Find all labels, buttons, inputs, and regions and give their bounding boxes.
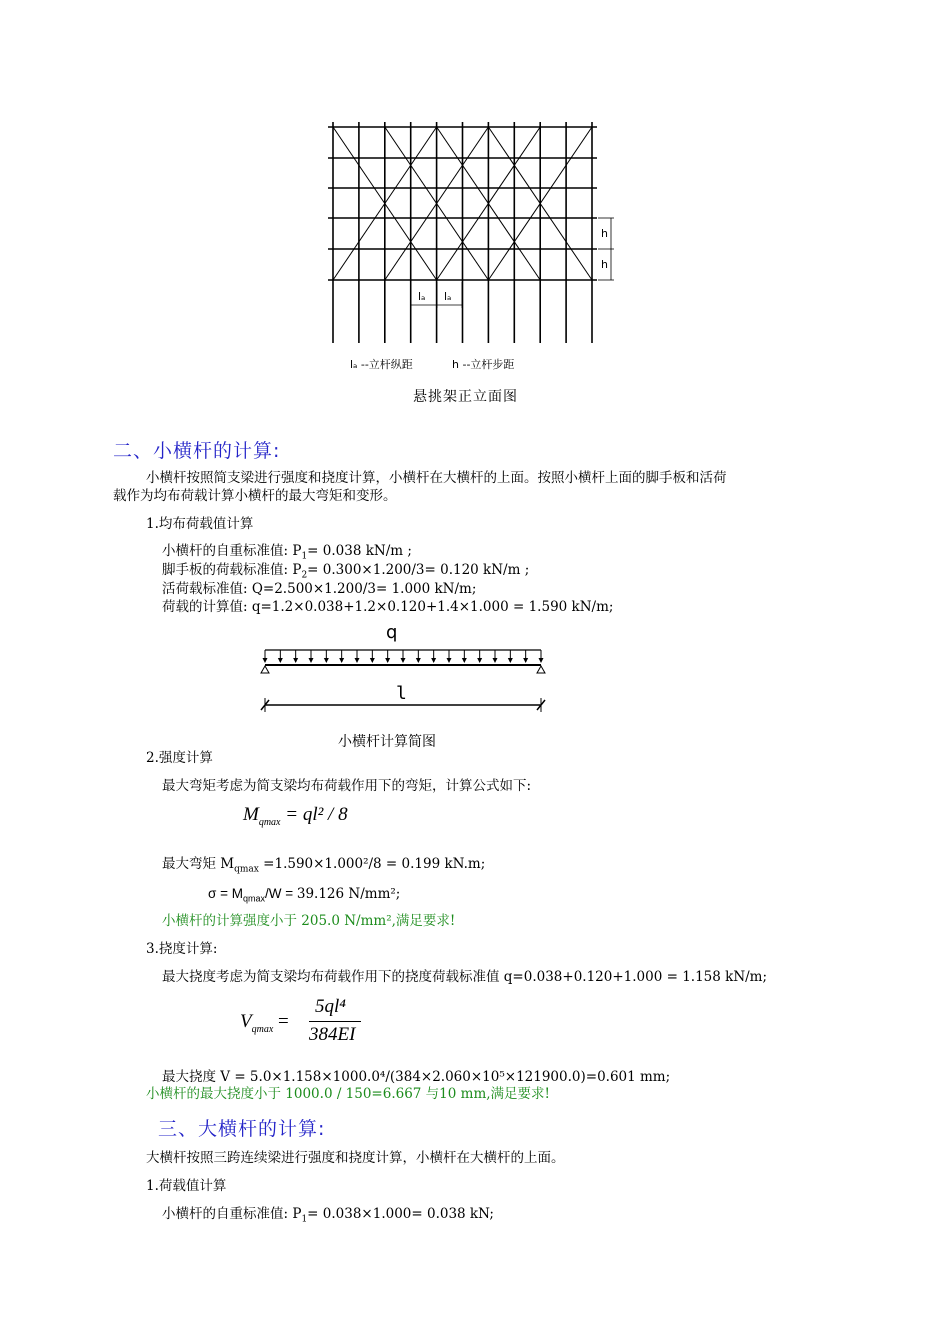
load-arrow-head [355,658,360,663]
load-arrow-head [339,658,344,663]
figure-caption: 悬挑架正立面图 [413,389,518,405]
deflection-description: 最大挠度考虑为简支梁均布荷载作用下的挠度荷载标准值 q=0.038+0.120+1.000 = 1.158 kN/m; [162,969,768,985]
fraction-bar [309,1021,361,1022]
paragraph-line: 大横杆按照三跨连续梁进行强度和挠度计算，小横杆在大横杆的上面。 [146,1150,565,1166]
load-live: 活荷载标准值: Q=2.500×1.200/3= 1.000 kN/m; [162,581,477,597]
deflection-formula-numerator: 5ql⁴ [315,996,346,1017]
subscript: 2 [301,570,308,581]
subsection-title: 2.强度计算 [146,750,213,766]
paragraph-line: 小横杆按照简支梁进行强度和挠度计算，小横杆在大横杆的上面。按照小横杆上面的脚手板和活荷 [146,470,727,486]
dim-label-h-upper: h [601,227,608,240]
load-value: = 0.300×1.200/3= 0.120 kN/m ; [307,562,530,578]
load-arrow-head [462,658,467,663]
section-heading-small-crossbar: 二、小横杆的计算: [113,440,281,462]
deflection-formula-denominator: 384EI [309,1024,356,1045]
subscript: qmax [242,893,265,904]
subsection-title: 1.均布荷载值计算 [146,516,254,532]
load-arrow-head [324,658,329,663]
load-arrow-head [263,658,268,663]
subsection-title: 1.荷载值计算 [146,1178,227,1194]
load-arrow-head [416,658,421,663]
load-arrow-head [523,658,528,663]
load-arrow-head [370,658,375,663]
dim-label-h-lower: h [601,258,608,271]
beam-span-label: l [396,683,407,704]
moment-value [162,855,485,880]
moment-label: 最大弯矩 M [162,856,235,872]
load-arrow-head [385,658,390,663]
load-value: = 0.038 kN/m ; [307,543,412,559]
strength-check: 小横杆的计算强度小于 205.0 N/mm²,满足要求! [162,913,456,929]
load-arrow-head [431,658,436,663]
sigma-mid: /W = [264,886,297,901]
subscript: 1 [301,551,308,562]
subscript: qmax [234,864,259,875]
legend-h: h --立杆步距 [452,358,515,371]
moment-formula [243,804,348,828]
load-label: 脚手板的荷载标准值: P [162,562,302,578]
subsection-title: 3.挠度计算: [146,941,218,957]
formula-equals: = [278,1011,289,1032]
load-value: = 0.038×1.000= 0.038 kN; [307,1206,494,1222]
load-design: 荷载的计算值: q=1.2×0.038+1.2×0.120+1.4×1.000 = 1.590 kN/m; [162,599,614,615]
load-self-weight [162,1205,494,1230]
pin-support [261,666,269,673]
load-arrow-head [447,658,452,663]
load-arrow-head [401,658,406,663]
deflection-check: 小横杆的最大挠度小于 1000.0 / 150=6.667 与10 mm,满足要求! [146,1086,550,1102]
formula-subscript: qmax [258,816,281,828]
load-arrow-head [293,658,298,663]
formula-symbol: M [243,804,259,825]
subscript: 1 [301,1214,308,1225]
load-arrow-head [508,658,513,663]
formula-rhs: = ql² / 8 [285,804,348,825]
dim-label-la-left: lₐ [418,290,426,303]
load-arrow-head [309,658,314,663]
moment-number: =1.590×1.000²/8 = 0.199 kN.m; [258,856,486,872]
scaffold-elevation-diagram [0,0,950,400]
load-label: 小横杆的自重标准值: P [162,1206,302,1222]
section-heading-large-crossbar: 三、大横杆的计算: [158,1118,326,1140]
sigma-value [208,884,400,909]
load-arrow-head [477,658,482,663]
load-arrow-head [539,658,544,663]
beam-load-label: q [386,622,398,643]
beam-caption: 小横杆计算简图 [338,734,436,750]
sigma-number: 39.126 N/mm²; [296,886,401,902]
dim-label-la-right: lₐ [444,290,452,303]
load-label: 小横杆的自重标准值: P [162,543,302,559]
deflection-value: 最大挠度 V = 5.0×1.158×1000.0⁴/(384×2.060×10⁵×121900.0)=0.601 mm; [162,1069,671,1085]
load-arrow-head [493,658,498,663]
legend-la: lₐ --立杆纵距 [350,358,413,371]
paragraph-line: 载作为均布荷载计算小横杆的最大弯矩和变形。 [113,488,397,504]
deflection-formula-lhs [240,1011,289,1035]
formula-subscript: qmax [251,1023,274,1035]
sigma-lhs: σ = M [208,886,243,901]
beam-diagram [250,620,570,720]
load-arrow-head [278,658,283,663]
formula-symbol: V [240,1011,252,1032]
moment-description: 最大弯矩考虑为简支梁均布荷载作用下的弯矩，计算公式如下: [162,778,532,794]
pin-support [537,666,545,673]
